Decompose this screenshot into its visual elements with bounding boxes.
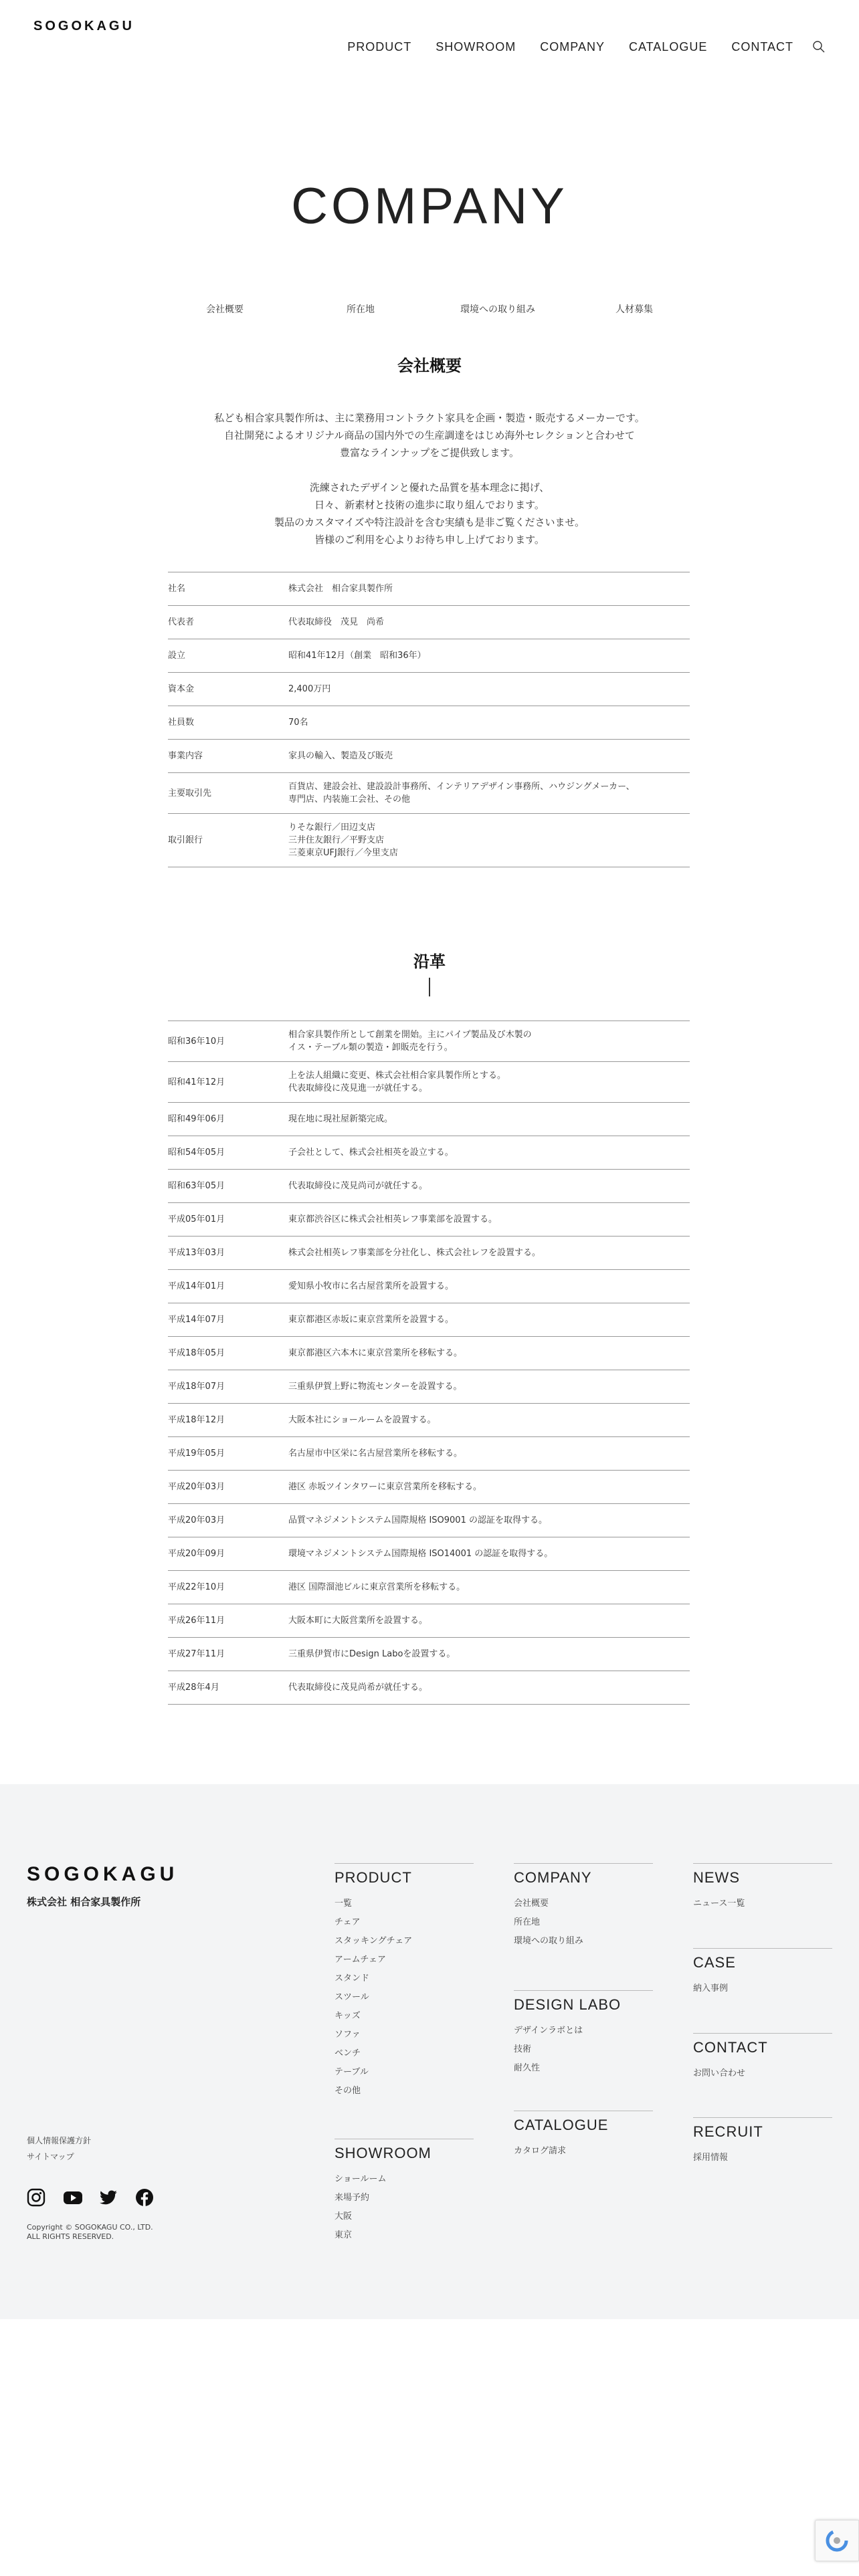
- row-value: りそな銀行／田辺支店 三井住友銀行／平野支店 三菱東京UFJ銀行／今里支店: [288, 823, 398, 858]
- nav-showroom[interactable]: SHOWROOM: [436, 40, 516, 53]
- footer-column-title[interactable]: NEWS: [693, 1869, 740, 1886]
- footer-link[interactable]: カタログ請求: [514, 2146, 567, 2156]
- footer-link[interactable]: お問い合わせ: [693, 2068, 746, 2078]
- table-row: [168, 1404, 690, 1437]
- table-row: [168, 1062, 690, 1103]
- footer-column-case: [693, 1948, 832, 1998]
- subnav-location[interactable]: 所在地: [347, 304, 375, 315]
- footer-column-title[interactable]: PRODUCT: [335, 1869, 412, 1886]
- footer-link[interactable]: 東京: [335, 2230, 353, 2240]
- row-value: 2,400万円: [288, 684, 331, 694]
- row-label: 平成14年01月: [168, 1281, 225, 1291]
- footer-link[interactable]: ショールーム: [335, 2174, 387, 2184]
- row-label: 社名: [168, 584, 186, 594]
- privacy-link[interactable]: 個人情報保護方針: [27, 2136, 92, 2145]
- footer-link[interactable]: 所在地: [514, 1917, 541, 1927]
- row-value: 港区 赤坂ツインタワーに東京営業所を移転する。: [288, 1482, 482, 1492]
- table-row: [168, 1303, 690, 1337]
- footer-link[interactable]: スタッキングチェア: [335, 1936, 413, 1946]
- row-label: 平成19年05月: [168, 1448, 225, 1459]
- footer-link[interactable]: 一覧: [335, 1899, 353, 1909]
- nav-company[interactable]: COMPANY: [540, 40, 605, 53]
- row-value: 大阪本町に大阪営業所を設置する。: [288, 1616, 428, 1626]
- row-label: 平成14年07月: [168, 1315, 225, 1325]
- search-icon[interactable]: [812, 40, 826, 53]
- footer-link[interactable]: チェア: [335, 1917, 361, 1927]
- main-nav: [347, 40, 793, 54]
- row-label: 代表者: [168, 617, 195, 627]
- table-row: [168, 1471, 690, 1504]
- footer-link[interactable]: その他: [335, 2086, 361, 2096]
- row-label: 主要取引先: [168, 788, 212, 798]
- table-row: [168, 706, 690, 740]
- row-label: 平成28年4月: [168, 1683, 219, 1693]
- footer-column-title[interactable]: SHOWROOM: [335, 2145, 432, 2161]
- table-row: [168, 1537, 690, 1571]
- row-value: 上を法人組織に変更、株式会社相合家具製作所とする。 代表取締役に茂見進一が就任する。: [288, 1071, 506, 1093]
- row-value: 大阪本社にショールームを設置する。: [288, 1415, 436, 1425]
- row-label: 昭和63年05月: [168, 1181, 225, 1191]
- table-row: [168, 1638, 690, 1671]
- site-header: [0, 0, 859, 74]
- table-row: [168, 1170, 690, 1203]
- intro-paragraph: 洗練されたデザインと優れた品質を基本理念に掲げ、 日々、新素材と技術の進歩に取り組んでおります。 製品のカスタマイズや特注設計を含む実績も是非ご覧くださいませ。 皆様のご利用を心よりお待ち申し上げております。: [274, 481, 585, 546]
- page-title: COMPANY: [291, 178, 568, 235]
- row-label: 昭和41年12月: [168, 1077, 225, 1087]
- site-footer: [0, 1784, 859, 2319]
- row-label: 平成22年10月: [168, 1582, 225, 1592]
- instagram-icon[interactable]: [27, 2188, 45, 2207]
- row-value: 名古屋市中区栄に名古屋営業所を移転する。: [288, 1448, 463, 1459]
- row-label: 取引銀行: [168, 835, 203, 845]
- footer-column-title[interactable]: DESIGN LABO: [514, 1996, 622, 2013]
- row-label: 事業内容: [168, 751, 203, 761]
- row-value: 代表取締役に茂見尚司が就任する。: [288, 1181, 428, 1191]
- row-value: 代表取締役に茂見尚希が就任する。: [288, 1683, 428, 1693]
- footer-column-catalogue: [514, 2111, 653, 2161]
- footer-column-title[interactable]: RECRUIT: [693, 2123, 763, 2140]
- footer-column-product: [335, 1863, 474, 2101]
- footer-column-title[interactable]: COMPANY: [514, 1869, 592, 1886]
- row-value: 株式会社相英レフ事業部を分社化し、株式会社レフを設置する。: [288, 1248, 541, 1258]
- table-row: [168, 1437, 690, 1471]
- row-label: 資本金: [168, 684, 195, 694]
- row-label: 昭和36年10月: [168, 1036, 225, 1047]
- subnav-environment[interactable]: 環境への取り組み: [460, 304, 535, 315]
- row-value: 現在地に現社屋新築完成。: [288, 1114, 393, 1124]
- footer-link[interactable]: ソファ: [335, 2030, 361, 2040]
- row-value: 三重県伊賀上野に物流センターを設置する。: [288, 1382, 462, 1392]
- footer-link[interactable]: キッズ: [335, 2011, 361, 2021]
- row-label: 設立: [168, 651, 186, 661]
- sitemap-link[interactable]: サイトマップ: [27, 2152, 74, 2161]
- table-row: [168, 673, 690, 706]
- row-value: 愛知県小牧市に名古屋営業所を設置する。: [288, 1281, 454, 1291]
- footer-link[interactable]: 来場予約: [335, 2193, 370, 2203]
- table-row: [168, 572, 690, 606]
- footer-link[interactable]: ベンチ: [335, 2048, 361, 2058]
- row-value: 代表取締役 茂見 尚希: [288, 617, 385, 627]
- footer-link[interactable]: 技術: [514, 2044, 532, 2054]
- row-value: 品質マネジメントシステム国際規格 ISO9001 の認証を取得する。: [288, 1515, 547, 1525]
- table-row: [168, 1337, 690, 1370]
- copyright: Copyright © SOGOKAGU CO., LTD. ALL RIGHTS RESERVED.: [27, 2223, 153, 2241]
- row-value: 昭和41年12月（創業 昭和36年）: [288, 651, 426, 661]
- table-row: [168, 1203, 690, 1237]
- table-row: [168, 1370, 690, 1404]
- footer-link[interactable]: 環境への取り組み: [514, 1936, 584, 1946]
- footer-link[interactable]: 大阪: [335, 2212, 353, 2222]
- row-label: 平成18年05月: [168, 1348, 225, 1358]
- nav-contact[interactable]: CONTACT: [731, 40, 793, 53]
- row-value: 東京都港区六本木に東京営業所を移転する。: [288, 1348, 463, 1358]
- row-label: 平成26年11月: [168, 1616, 225, 1626]
- table-row: [168, 1671, 690, 1705]
- row-value: 三重県伊賀市にDesign Laboを設置する。: [288, 1649, 456, 1659]
- footer-column-recruit: [693, 2117, 832, 2167]
- table-row: [168, 1136, 690, 1170]
- profile-heading: 会社概要: [397, 356, 462, 375]
- table-row: [168, 773, 690, 814]
- row-label: 平成13年03月: [168, 1248, 225, 1258]
- recaptcha-badge[interactable]: [815, 2520, 859, 2561]
- nav-product[interactable]: PRODUCT: [347, 40, 412, 53]
- footer-link[interactable]: 耐久性: [514, 2063, 541, 2073]
- row-label: 平成05年01月: [168, 1214, 225, 1224]
- intro-paragraph: 私ども相合家具製作所は、主に業務用コントラクト家具を企画・製造・販売するメーカーです。 自社開発によるオリジナル商品の国内外での生産調達をはじめ海外セレクションと合わせて 豊富なラインナップをご提供致します。: [214, 412, 645, 459]
- footer-column-title[interactable]: CONTACT: [693, 2039, 768, 2056]
- row-label: 平成18年12月: [168, 1415, 225, 1425]
- row-label: 昭和54年05月: [168, 1148, 225, 1158]
- footer-logo[interactable]: SOGOKAGU: [27, 1863, 179, 1885]
- twitter-icon[interactable]: [99, 2188, 118, 2207]
- row-label: 平成20年09月: [168, 1549, 225, 1559]
- footer-link[interactable]: 採用情報: [693, 2153, 729, 2163]
- footer-column-showroom: [335, 2139, 474, 2245]
- row-value: 家具の輸入、製造及び販売: [288, 751, 393, 761]
- footer-link[interactable]: デザインラボとは: [514, 2026, 583, 2036]
- footer-link[interactable]: アームチェア: [335, 1955, 386, 1965]
- row-label: 社員数: [168, 718, 195, 728]
- row-value: 港区 国際溜池ビルに東京営業所を移転する。: [288, 1582, 466, 1592]
- footer-column-contact: [693, 2033, 832, 2083]
- table-row: [168, 1021, 690, 1062]
- table-row: [168, 639, 690, 673]
- footer-link[interactable]: ニュース一覧: [693, 1899, 745, 1909]
- table-row: [168, 606, 690, 639]
- history-table: [168, 1021, 690, 1705]
- table-row: [168, 1604, 690, 1638]
- footer-link[interactable]: テーブル: [335, 2067, 369, 2077]
- row-value: 百貨店、建設会社、建設設計事務所、インテリアデザイン事務所、ハウジングメーカー、 専門店、内装施工会社、その他: [288, 782, 635, 804]
- footer-column-company: [514, 1863, 653, 1951]
- footer-column-title[interactable]: CATALOGUE: [514, 2117, 609, 2133]
- youtube-icon[interactable]: [63, 2188, 82, 2207]
- row-label: 平成27年11月: [168, 1649, 225, 1659]
- footer-column-design-labo: [514, 1990, 653, 2078]
- table-row: [168, 1504, 690, 1537]
- row-label: 平成20年03月: [168, 1515, 225, 1525]
- footer-column-news: [693, 1863, 832, 1913]
- social-links: [27, 2188, 154, 2207]
- row-value: 東京都渋谷区に株式会社相英レフ事業部を設置する。: [288, 1214, 498, 1224]
- row-label: 平成18年07月: [168, 1382, 225, 1392]
- row-value: 環境マネジメントシステム国際規格 ISO14001 の認証を取得する。: [288, 1549, 553, 1559]
- site-logo[interactable]: SOGOKAGU: [33, 19, 134, 33]
- row-value: 東京都港区赤坂に東京営業所を設置する。: [288, 1315, 454, 1325]
- footer-link[interactable]: スタンド: [335, 1973, 370, 1983]
- row-value: 子会社として、株式会社相英を設立する。: [288, 1148, 454, 1158]
- table-row: [168, 1103, 690, 1136]
- heading-divider: [429, 978, 430, 996]
- facebook-icon[interactable]: [135, 2188, 154, 2207]
- table-row: [168, 1237, 690, 1270]
- subnav-recruit[interactable]: 人材募集: [615, 304, 653, 315]
- footer-company-name: 株式会社 相合家具製作所: [27, 1896, 141, 1908]
- row-label: 昭和49年06月: [168, 1114, 225, 1124]
- company-profile-table: [168, 572, 690, 867]
- history-heading: 沿革: [413, 952, 446, 971]
- nav-catalogue[interactable]: CATALOGUE: [628, 40, 708, 53]
- table-row: [168, 1571, 690, 1604]
- table-row: [168, 740, 690, 773]
- footer-link[interactable]: 納入事例: [693, 1983, 729, 1994]
- row-value: 株式会社 相合家具製作所: [288, 584, 393, 594]
- footer-column-title[interactable]: CASE: [693, 1954, 736, 1971]
- table-row: [168, 1270, 690, 1303]
- row-value: 相合家具製作所として創業を開始。主にパイプ製品及び木製の イス・テーブル類の製造・卸販売を行う。: [288, 1030, 532, 1053]
- table-row: [168, 814, 690, 867]
- subnav-profile[interactable]: 会社概要: [206, 304, 244, 315]
- footer-link[interactable]: スツール: [335, 1992, 369, 2002]
- footer-link[interactable]: 会社概要: [514, 1899, 549, 1909]
- profile-intro: [0, 409, 859, 566]
- row-value: 70名: [288, 718, 308, 728]
- row-label: 平成20年03月: [168, 1482, 225, 1492]
